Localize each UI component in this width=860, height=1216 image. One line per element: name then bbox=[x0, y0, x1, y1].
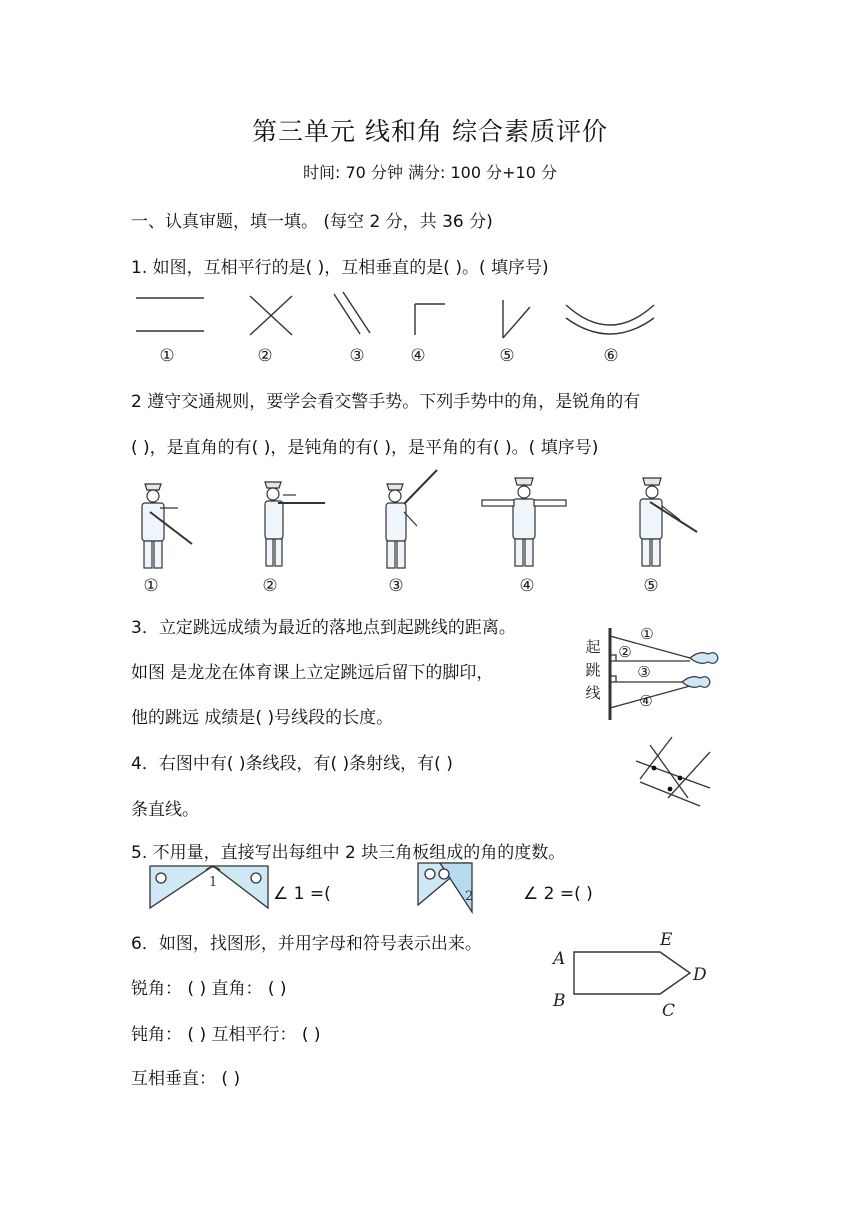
q3-label-2: ② bbox=[618, 643, 632, 661]
q3-side-label-1: 起 bbox=[585, 638, 601, 656]
q6-acute-right: 锐角： ( ) 直角： ( ) bbox=[131, 979, 287, 999]
q6-point-a: A bbox=[553, 949, 566, 969]
q6-point-e: E bbox=[660, 930, 673, 950]
q6-point-b: B bbox=[553, 991, 566, 1011]
q1-label-6: ⑥ bbox=[603, 346, 619, 366]
q5-fig1-label: 1 bbox=[209, 875, 218, 890]
q2-label-3: ③ bbox=[388, 576, 404, 596]
q2-line1: 2 遵守交通规则，要学会看交警手势。下列手势中的角，是锐角的有 bbox=[131, 392, 641, 412]
section-heading: 一、认真审题，填一填。 (每空 2 分，共 36 分) bbox=[131, 212, 493, 232]
q3-label-1: ① bbox=[640, 625, 654, 643]
q2-line2: ( )，是直角的有( )，是钝角的有( )，是平角的有( )。( 填序号) bbox=[131, 438, 599, 458]
q6-point-c: C bbox=[662, 1001, 676, 1021]
q2-label-4: ④ bbox=[519, 576, 535, 596]
q3-line2: 如图 是龙龙在体育课上立定跳远后留下的脚印， bbox=[131, 663, 494, 683]
q4-line2: 条直线。 bbox=[131, 800, 199, 820]
q5-angle1: ∠ 1 =( bbox=[273, 884, 331, 904]
q5-angle2: ∠ 2 =( ) bbox=[523, 884, 593, 904]
q3-label-4: ④ bbox=[639, 692, 653, 710]
q6-point-d: D bbox=[693, 965, 707, 985]
exam-info: 时间: 70 分钟 满分: 100 分+10 分 bbox=[303, 163, 557, 182]
q3-label-3: ③ bbox=[637, 663, 651, 681]
q3-side-label-3: 线 bbox=[585, 684, 601, 702]
q1-label-2: ② bbox=[257, 346, 273, 366]
q3-line3: 他的跳远 成绩是( )号线段的长度。 bbox=[131, 708, 394, 728]
q3-side-label-2: 跳 bbox=[585, 661, 601, 679]
q1-label-1: ① bbox=[159, 346, 175, 366]
q6-perpendicular: 互相垂直： ( ) bbox=[131, 1069, 241, 1089]
q1-label-5: ⑤ bbox=[499, 346, 515, 366]
q1-text: 1. 如图，互相平行的是( )，互相垂直的是( )。( 填序号) bbox=[131, 258, 549, 278]
q1-label-3: ③ bbox=[349, 346, 365, 366]
q6-line1: 6．如图，找图形，并用字母和符号表示出来。 bbox=[131, 934, 482, 954]
q3-line1: 3．立定跳远成绩为最近的落地点到起跳线的距离。 bbox=[131, 618, 516, 638]
q1-label-4: ④ bbox=[410, 346, 426, 366]
q6-obtuse-parallel: 钝角： ( ) 互相平行： ( ) bbox=[131, 1025, 321, 1045]
q5-fig2-label: 2 bbox=[465, 889, 474, 904]
q2-label-5: ⑤ bbox=[643, 576, 659, 596]
page-title: 第三单元 线和角 综合素质评价 bbox=[252, 117, 608, 146]
q5-text: 5. 不用量，直接写出每组中 2 块三角板组成的角的度数。 bbox=[131, 843, 566, 863]
q2-label-1: ① bbox=[143, 576, 159, 596]
q4-line1: 4．右图中有( )条线段，有( )条射线，有( ) bbox=[131, 754, 453, 774]
q2-label-2: ② bbox=[262, 576, 278, 596]
